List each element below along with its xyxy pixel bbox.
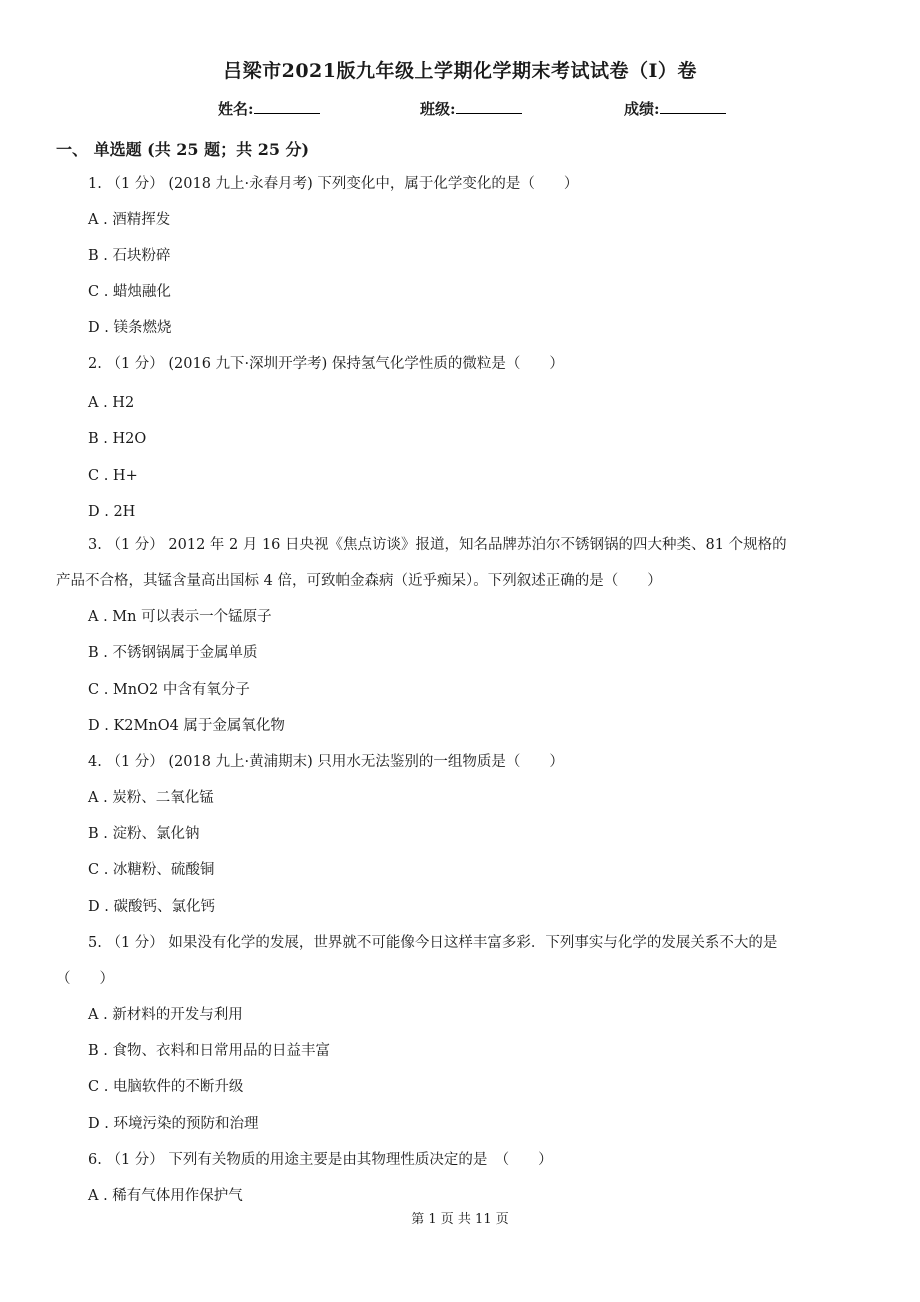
question-stem: 1. （1 分） (2018 九上·永春月考) 下列变化中，属于化学变化的是（ ） bbox=[88, 176, 579, 192]
section-heading: 一、 单选题 (共 25 题；共 25 分) bbox=[56, 140, 310, 159]
name-field bbox=[218, 98, 320, 119]
class-field bbox=[420, 98, 522, 119]
name-blank bbox=[254, 99, 320, 114]
option: C . MnO2 中含有氧分子 bbox=[88, 682, 250, 698]
name-label: 姓名: bbox=[218, 100, 254, 118]
option: A . H2 bbox=[88, 395, 135, 411]
option: D . K2MnO4 属于金属氧化物 bbox=[88, 718, 285, 734]
option: A . 稀有气体用作保护气 bbox=[88, 1188, 243, 1204]
option: D . 2H bbox=[88, 504, 136, 520]
option: B . 食物、衣料和日常用品的日益丰富 bbox=[88, 1043, 330, 1059]
option: B . H2O bbox=[88, 431, 147, 447]
option: A . 酒精挥发 bbox=[88, 212, 171, 228]
option: C . H+ bbox=[88, 468, 138, 484]
page-footer: 第 1 页 共 11 页 bbox=[411, 1212, 509, 1227]
question-stem: 5. （1 分） 如果没有化学的发展，世界就不可能像今日这样丰富多彩．下列事实与化学的发展关系不大的是 bbox=[88, 935, 778, 951]
option: B . 石块粉碎 bbox=[88, 248, 171, 264]
exam-title: 吕梁市2021版九年级上学期化学期末考试试卷（I）卷 bbox=[223, 60, 697, 82]
question-stem: 6. （1 分） 下列有关物质的用途主要是由其物理性质决定的是 （ ） bbox=[88, 1152, 553, 1168]
option: B . 不锈钢锅属于金属单质 bbox=[88, 645, 258, 661]
score-field bbox=[624, 98, 726, 119]
option: D . 镁条燃烧 bbox=[88, 320, 172, 336]
question-stem-continued: （ ） bbox=[56, 971, 114, 987]
score-blank bbox=[660, 99, 726, 114]
option: C . 蜡烛融化 bbox=[88, 284, 171, 300]
option: C . 电脑软件的不断升级 bbox=[88, 1079, 244, 1095]
option: A . 炭粉、二氧化锰 bbox=[88, 790, 214, 806]
option: A . Mn 可以表示一个锰原子 bbox=[88, 609, 272, 625]
class-blank bbox=[456, 99, 522, 114]
option: D . 环境污染的预防和治理 bbox=[88, 1116, 259, 1132]
option: B . 淀粉、氯化钠 bbox=[88, 826, 200, 842]
question-stem: 2. （1 分） (2016 九下·深圳开学考) 保持氢气化学性质的微粒是（ ） bbox=[88, 356, 564, 372]
option: A . 新材料的开发与利用 bbox=[88, 1007, 243, 1023]
option: C . 冰糖粉、硫酸铜 bbox=[88, 862, 215, 878]
class-label: 班级: bbox=[420, 100, 456, 118]
question-stem: 4. （1 分） (2018 九上·黄浦期末) 只用水无法鉴别的一组物质是（ ） bbox=[88, 754, 564, 770]
score-label: 成绩: bbox=[624, 100, 660, 118]
question-stem-continued: 产品不合格，其锰含量高出国标 4 倍，可致帕金森病（近乎痴呆）。下列叙述正确的是（ ） bbox=[56, 573, 662, 589]
option: D . 碳酸钙、氯化钙 bbox=[88, 899, 215, 915]
question-stem: 3. （1 分） 2012 年 2 月 16 日央视《焦点访谈》报道，知名品牌苏泊尔不锈钢锅的四大种类、81 个规格的 bbox=[88, 537, 787, 553]
